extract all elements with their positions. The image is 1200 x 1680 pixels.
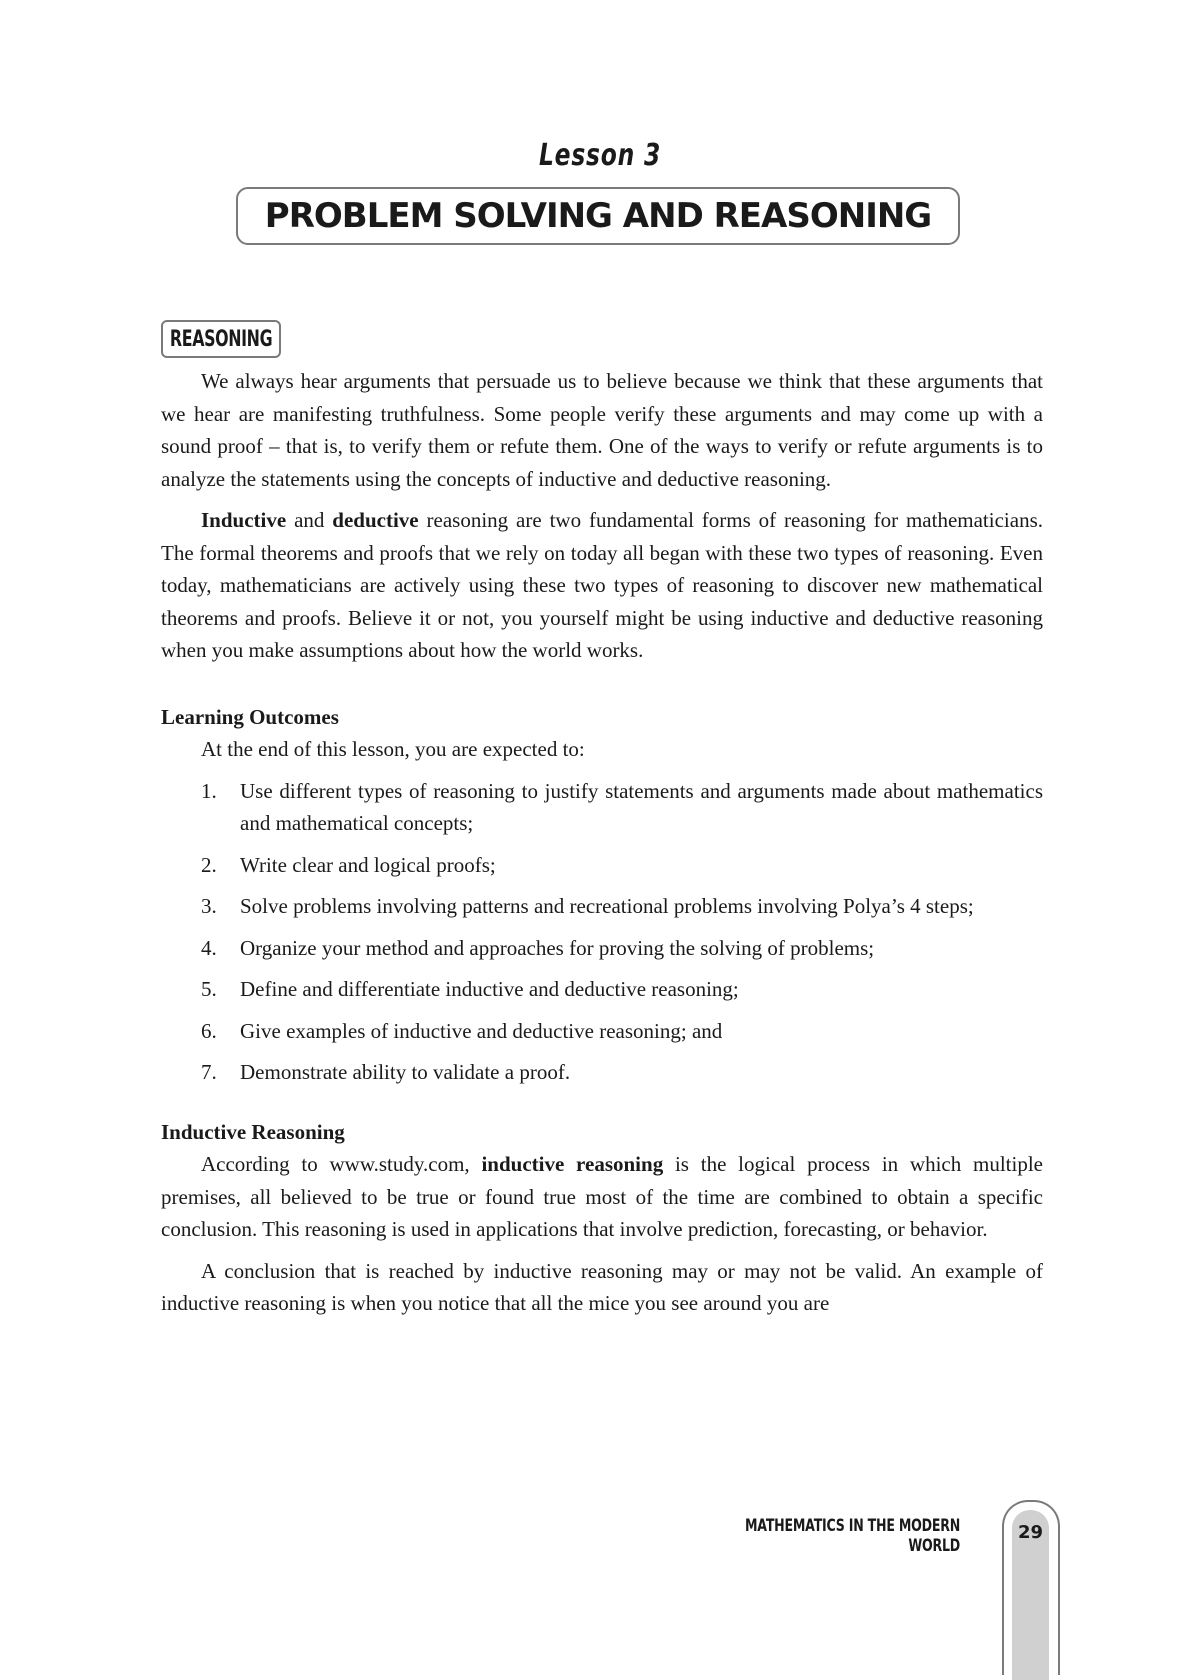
intro-paragraph: We always hear arguments that persuade us to believe because we think that these arguments that we hear are manifesting truthfulness. Some people verify these arguments and may come up with a sound proof – that is, to verify them or refute them. One of the ways to verify or refute arguments is to analyze the statements using the concepts of inductive and deductive reasoning.	[161, 369, 1043, 491]
term-deductive: deductive	[332, 508, 419, 532]
list-item	[161, 1015, 1043, 1048]
list-item-number: 5.	[201, 977, 217, 1001]
lesson-title-text: PROBLEM SOLVING AND REASONING	[264, 196, 932, 236]
list-item-text: Write clear and logical proofs;	[240, 852, 496, 877]
list-item-number: 3.	[201, 894, 217, 918]
body-text	[161, 365, 1043, 1329]
list-item-number: 1.	[201, 778, 217, 803]
list-item	[161, 849, 1043, 882]
section-tag-text: REASONING	[169, 326, 273, 352]
list-item-text: Demonstrate ability to validate a proof.	[240, 1060, 571, 1084]
list-item-number: 6.	[201, 1018, 217, 1043]
learning-outcomes-intro: At the end of this lesson, you are expected to:	[201, 737, 585, 761]
list-item-text: Use different types of reasoning to justify statements and arguments made about mathematics and mathematical concepts;	[240, 778, 1043, 835]
reasoning-paragraph	[161, 504, 1043, 667]
list-item-text: Give examples of inductive and deductive reasoning; and	[240, 1018, 723, 1043]
list-item-text: Organize your method and approaches for proving the solving of problems;	[240, 935, 875, 960]
term-inductive: Inductive	[201, 508, 287, 532]
list-item	[161, 973, 1043, 1006]
inductive-example-paragraph: A conclusion that is reached by inductive reasoning may or may not be valid. An example of inductive reasoning is when you notice that all the mice you see around you are	[161, 1258, 1043, 1315]
learning-outcomes-list	[161, 775, 1043, 1089]
list-item-text: Solve problems involving patterns and recreational problems involving Polya’s 4 steps;	[240, 894, 974, 918]
list-item	[161, 932, 1043, 965]
page-number-tab-fill	[1012, 1510, 1049, 1680]
list-item	[161, 775, 1043, 840]
lesson-title	[236, 187, 960, 245]
footer-book-title: MATHEMATICS IN THE MODERN WORLD	[744, 1516, 960, 1556]
inductive-definition-paragraph	[161, 1148, 1043, 1246]
inductive-p1-text2: is the logical process in which multiple premises, all believed to be true or found true most of the time are combined to obtain a specific conclusion. This reasoning is used in applications that involve prediction, forecasting, or behavior.	[161, 1152, 1044, 1241]
list-item-number: 2.	[201, 852, 217, 877]
page-number-tab	[1002, 1500, 1060, 1675]
term-inductive-reasoning: inductive reasoning	[481, 1152, 664, 1176]
page-number: 29	[1017, 1522, 1044, 1543]
learning-outcomes-heading: Learning Outcomes	[161, 704, 339, 729]
inductive-reasoning-heading: Inductive Reasoning	[161, 1119, 345, 1144]
p2-text1: and	[286, 508, 333, 532]
inductive-p1-text1: According to www.study.com,	[201, 1152, 482, 1176]
list-item	[161, 890, 1043, 923]
list-item-number: 4.	[201, 935, 217, 960]
list-item-text: Define and differentiate inductive and deductive reasoning;	[240, 977, 739, 1001]
section-tag-reasoning	[161, 320, 281, 358]
lesson-label: Lesson 3	[538, 138, 662, 173]
list-item	[161, 1056, 1043, 1089]
list-item-number: 7.	[201, 1060, 217, 1084]
p2-text2: reasoning are two fundamental forms of reasoning for mathematicians. The formal theorems and proofs that we rely on today all began with these two types of reasoning. Even today, mathematicians are actively using these two types of reasoning to discover new mathematical theorems and proofs. Believe it or not, you yourself might be using inductive and deductive reasoning when you make assumptions about how the world works.	[161, 508, 1043, 662]
